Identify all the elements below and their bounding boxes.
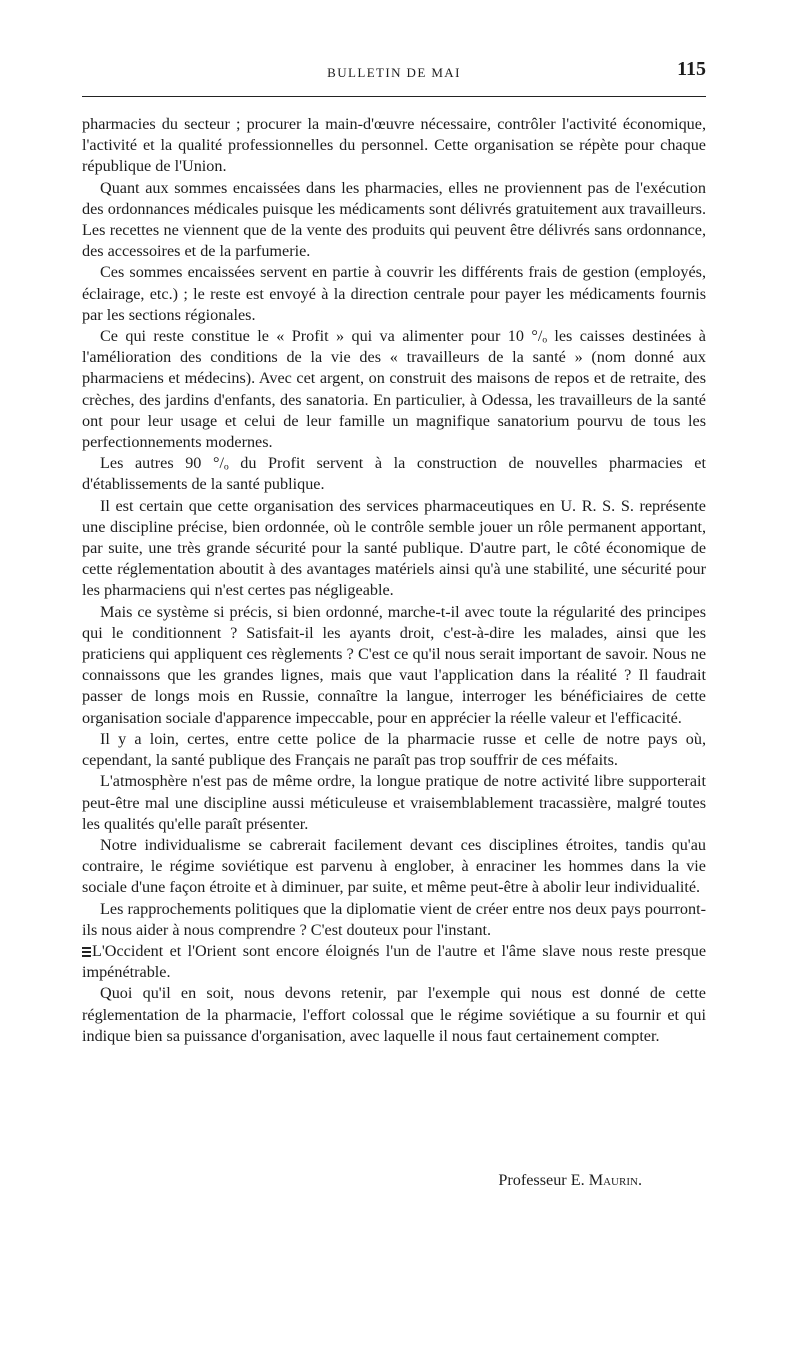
author-signature [82,1170,642,1191]
paragraph: Mais ce système si précis, si bien ordonné, marche-t-il avec toute la régularité des principes qui le conditionnent ? Satisfait-il les ayants droit, c'est-à-dire les malades, ainsi que les praticiens qui appliquent ces règlements ? C'est ce qu'il nous serait important de savoir. Nous ne connaissons que les grandes lignes, mais que vaut l'application dans la réalité ? Il faudrait passer de longs mois en Russie, connaître la langue, interroger les bénéficiaires de cette organisation sociale d'apparence impeccable, pour en apprécier la réelle valeur et l'efficacité. [82,602,706,727]
paragraph-with-mark [82,941,706,983]
paragraph: Les autres 90 °/ₒ du Profit servent à la construction de nouvelles pharmacies et d'établissements de la santé publique. [82,454,706,494]
paragraph-mark-icon [82,947,91,957]
running-title: BULLETIN DE MAI [327,65,461,80]
paragraph: L'atmosphère n'est pas de même ordre, la longue pratique de notre activité libre supporterait peut-être mal une discipline aussi méticuleuse et vraisemblablement tracassière, malgré toutes les qualités qu'elle paraît présenter. [82,772,706,833]
article-body [82,114,706,1047]
paragraph: Ce qui reste constitue le « Profit » qui va alimenter pour 10 °/ₒ les caisses destinées à l'amélioration des conditions de la vie des « travailleurs de la santé » (nom donné aux pharmaciens et médecins). Avec cet argent, on construit des maisons de repos et de retraite, des crèches, des jardins d'enfants, des sanatoria. En particulier, à Odessa, les travailleurs de la santé ont pour leur usage et celui de leur famille un magnifique sanatorium pourvu de tous les perfectionnements modernes. [82,327,706,452]
paragraph: Il est certain que cette organisation des services pharmaceutiques en U. R. S. S. représente une discipline précise, bien ordonnée, où le contrôle semble jouer un rôle permanent apportant, par suite, une très grande sécurité pour la santé publique. D'autre part, le côté économique de cette réglementation aboutit à des avantages matériels ainsi qu'à une stabilité, une sécurité pour les pharmaciens qui n'est certes pas négligeable. [82,496,706,600]
signature-name: Maurin. [588,1171,642,1189]
signature-title: Professeur E. [498,1171,585,1189]
running-head [82,58,706,88]
paragraph: Ces sommes encaissées servent en partie à couvrir les différents frais de gestion (employés, éclairage, etc.) ; le reste est envoyé à la direction centrale pour payer les médicaments fournis par les sections régionales. [82,263,706,324]
paragraph: Quant aux sommes encaissées dans les pharmacies, elles ne proviennent pas de l'exécution des ordonnances médicales puisque les médicaments sont délivrés gratuitement aux travailleurs. Les recettes ne viennent que de la vente des produits qui peuvent être délivrés sans ordonnance, des accessoires et de la parfumerie. [82,178,706,261]
paragraph: Les rapprochements politiques que la diplomatie vient de créer entre nos deux pays pourront-ils nous aider à nous comprendre ? C'est douteux pour l'instant. [82,899,706,939]
header-rule [82,96,706,97]
paragraph: Quoi qu'il en soit, nous devons retenir, par l'exemple qui nous est donné de cette réglementation de la pharmacie, l'effort colossal que le régime soviétique a su fournir et qui indique bien sa puissance d'organisation, avec laquelle il nous faut certainement compter. [82,984,706,1045]
paragraph-text: L'Occident et l'Orient sont encore éloignés l'un de l'autre et l'âme slave nous reste presque impénétrable. [82,941,706,982]
paragraph: Notre individualisme se cabrerait facilement devant ces disciplines étroites, tandis qu'au contraire, le régime soviétique est parvenu à englober, à enraciner les hommes dans la vie sociale d'une façon étroite et à diminuer, par suite, et même peut-être à abolir leur individualité. [82,835,706,897]
paragraph: pharmacies du secteur ; procurer la main-d'œuvre nécessaire, contrôler l'activité économique, l'activité et la qualité professionnelles du personnel. Cette organisation se répète pour chaque république de l'Union. [82,115,706,176]
paragraph: Il y a loin, certes, entre cette police de la pharmacie russe et celle de notre pays où, cependant, la santé publique des Français ne paraît pas trop souffrir de ces méfaits. [82,729,706,770]
page-number: 115 [677,58,706,80]
